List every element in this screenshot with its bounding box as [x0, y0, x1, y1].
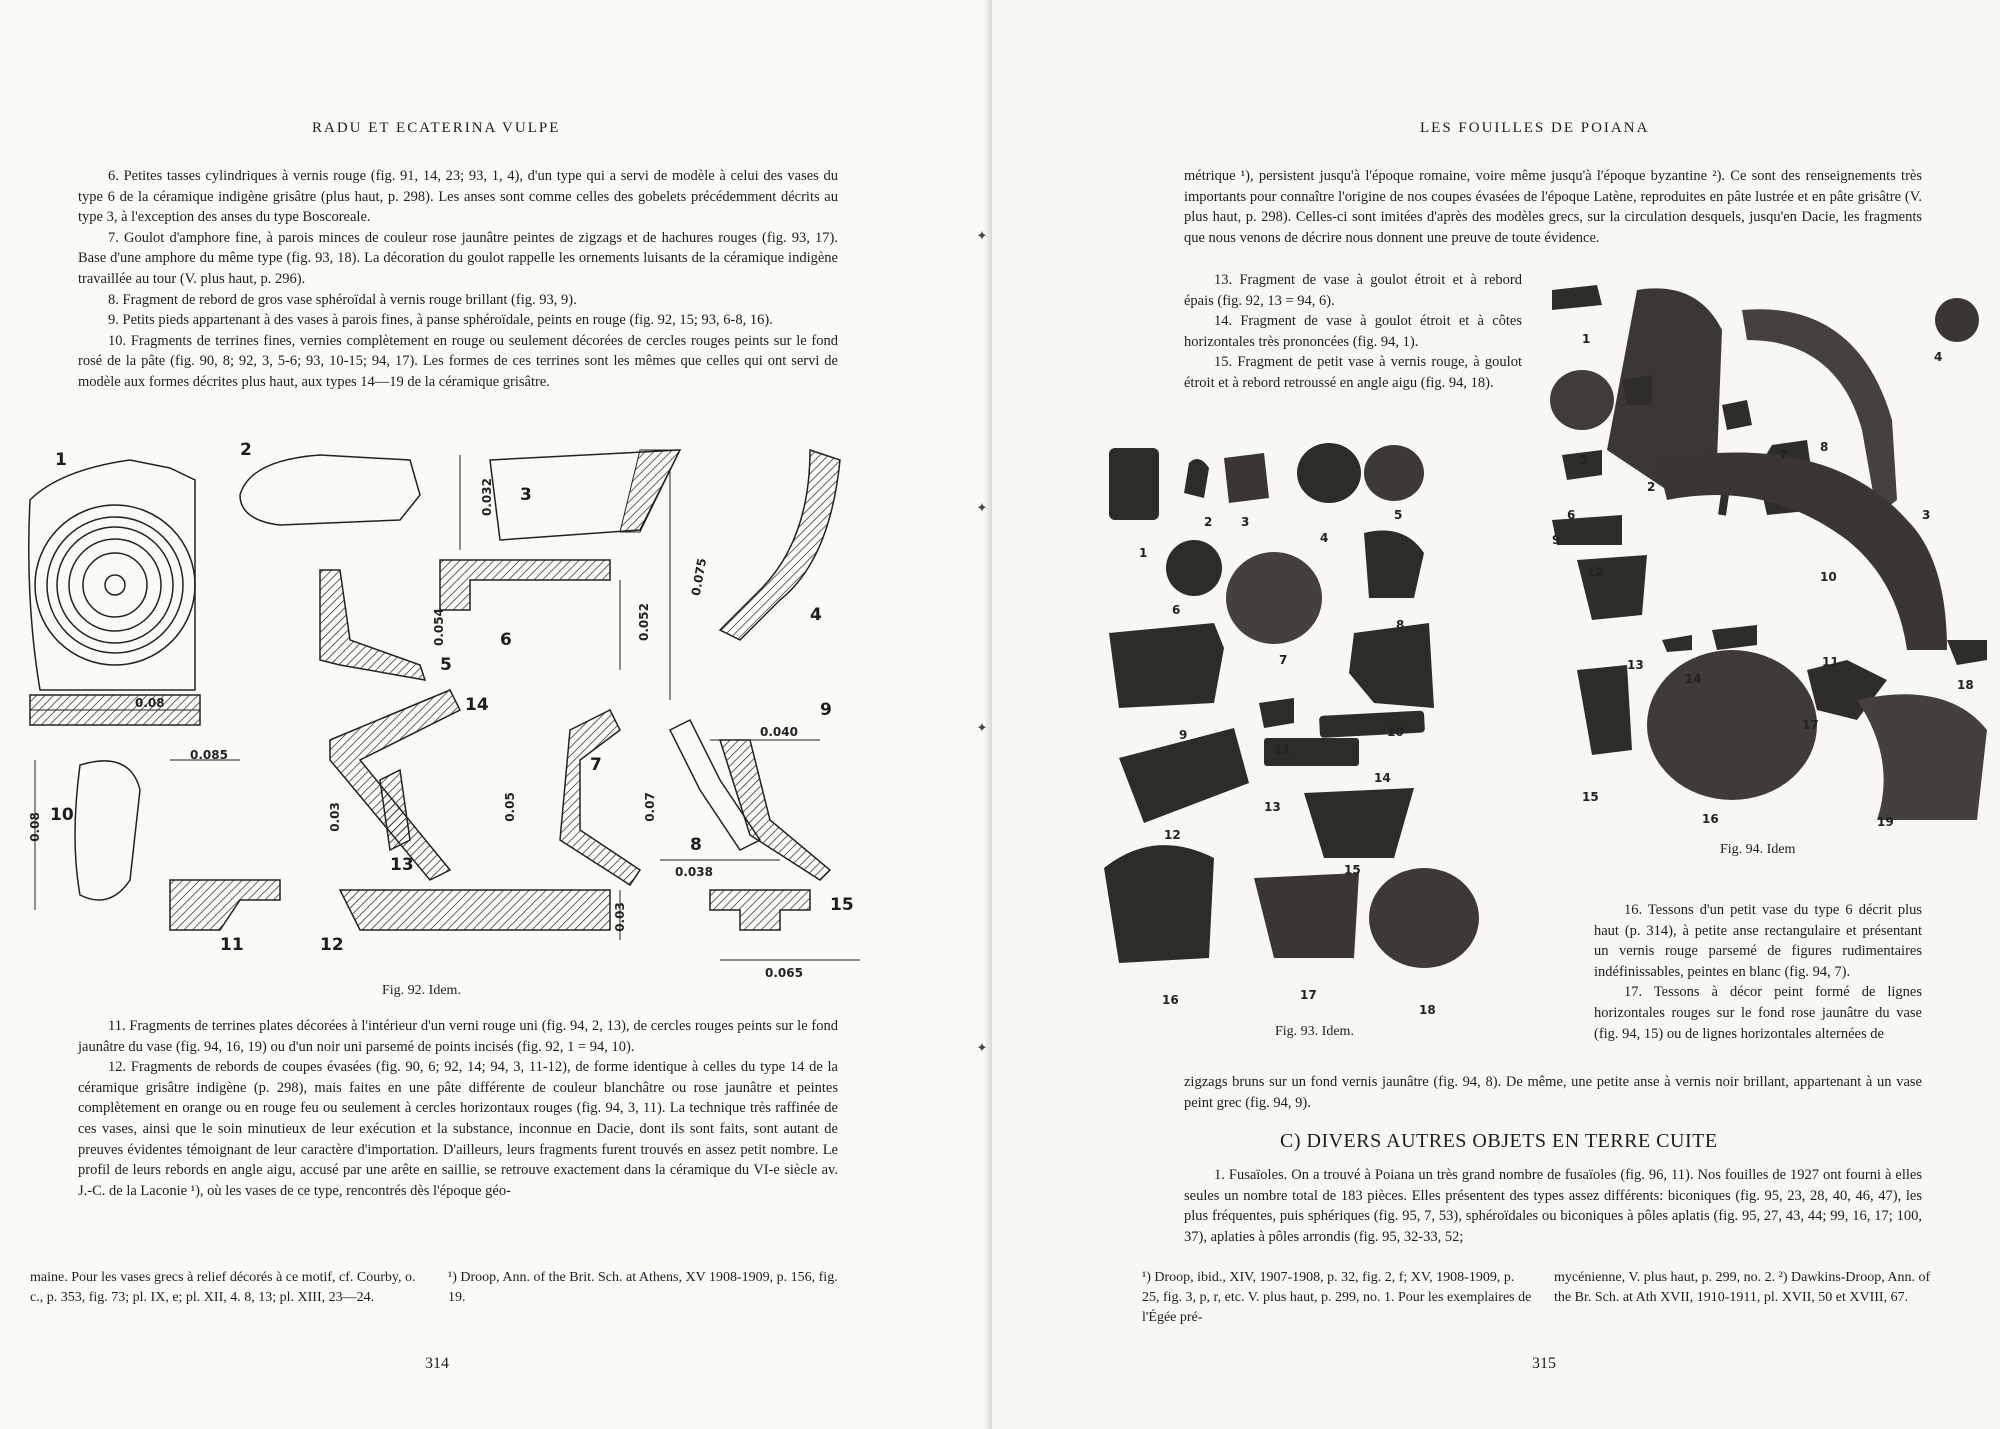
- dimension-label: 0.075: [688, 557, 710, 597]
- fig92-label: 7: [590, 755, 602, 775]
- fig94-label: 19: [1877, 815, 1894, 829]
- figure-92-drawing-canvas: [20, 440, 870, 980]
- paragraph: 13. Fragment de vase à goulot étroit et à rebord épais (fig. 92, 13 = 94, 6).: [1184, 272, 1522, 309]
- fig92-label: 5: [440, 655, 452, 675]
- paragraph: zigzags bruns sur un fond vernis jaunâtre (fig. 94, 8). De même, une petite anse à vernis noir brillant, appartenant à un vase peint grec (fig. 94, 9).: [1184, 1074, 1922, 1111]
- dimension-label: 0.08: [27, 812, 42, 842]
- fig92-label: 15: [830, 895, 854, 915]
- fig94-label: 1: [1582, 332, 1591, 346]
- text-block-bottom-left: [78, 1016, 838, 1201]
- footnote-right-1: ¹) Droop, ibid., XIV, 1907-1908, p. 32, fig. 2, f; XV, 1908-1909, p. 25, fig. 3, p, r, etc. V. plus haut, p. 299, no. 1. Pour les exemplaires de l'Égée pré-: [1142, 1270, 1532, 1325]
- fig93-label: 7: [1279, 653, 1288, 667]
- section-heading: C) DIVERS AUTRES OBJETS EN TERRE CUITE: [1280, 1130, 1718, 1152]
- fig94-label: 11: [1822, 655, 1839, 669]
- fig94-label: 18: [1957, 678, 1974, 692]
- fig92-label: 12: [320, 935, 344, 955]
- footnote-right-2: mycénienne, V. plus haut, p. 299, no. 2. ²) Dawkins-Droop, Ann. of the Br. Sch. at Ath XVII, 1910-1911, pl. XVII, 50 et XVIII, 67.: [1554, 1270, 1931, 1305]
- paragraph: 6. Petites tasses cylindriques à vernis rouge (fig. 91, 14, 23; 93, 1, 4), d'un type qui a servi de modèle à celui des vases du type 6 de la céramique indigène grisâtre (plus haut, p. 298). Les anses sont comme celles des gobelets précédemment décrits au type 3, à l'exception des anses du type Boscoreale.: [78, 168, 838, 226]
- binding-stitch-icon: ✦: [976, 720, 988, 735]
- fig92-label: 4: [810, 605, 822, 625]
- continuation-text: maine. Pour les vases grecs à relief décorés à ce motif, cf. Courby, o. c., p. 353, fig. 73; pl. IX, e; pl. XII, 4. 8, 13; pl. XIII, 23—24.: [30, 1270, 416, 1305]
- dimension-label: 0.03: [612, 902, 627, 932]
- text-block-fusaioles: [1184, 1165, 1922, 1247]
- dimension-label: 0.08: [135, 696, 165, 710]
- figure-94-photo-plate: [1547, 280, 1987, 840]
- binding-stitch-icon: ✦: [976, 1040, 988, 1055]
- text-block-continuation-right: [1184, 1072, 1922, 1113]
- fig92-label: 1: [55, 450, 67, 470]
- fig94-label: 2: [1647, 480, 1656, 494]
- paragraph: 1. Fusaïoles. On a trouvé à Poiana un très grand nombre de fusaïoles (fig. 96, 11). Nos fouilles de 1927 ont fourni à elles seules un nombre total de 183 pièces. Elles présentent des types assez différents: biconiques (fig. 95, 23, 28, 40, 46, 47), les plus fréquentes, puis sphériques (fig. 95, 7, 53), sphéroïdales ou biconiques à pôles aplatis (fig. 95, 27, 43, 44; 99, 16, 17; 100, 37), aplaties à pôles arrondis (fig. 95, 32-33, 52;: [1184, 1167, 1922, 1245]
- fig94-label: 13: [1627, 658, 1644, 672]
- fig92-label: 3: [520, 485, 532, 505]
- dimension-label: 0.052: [636, 603, 651, 641]
- paragraph: 11. Fragments de terrines plates décorées à l'intérieur d'un verni rouge uni (fig. 94, 2, 13), de cercles rouges peints sur le fond jaunâtre du vase (fig. 94, 16, 19) ou d'un noir uni parsemé de points incisés (fig. 92, 1 = 94, 10).: [78, 1018, 838, 1055]
- paragraph: 7. Goulot d'amphore fine, à parois minces de couleur rose jaunâtre peintes de zigzags et de hachures rouges (fig. 93, 17). Base d'une amphore du même type (fig. 93, 18). La décoration du goulot rappelle les ornements luisants de la céramique indigène travaillée au tour (V. plus haut, p. 296).: [78, 229, 838, 287]
- fig94-label: 5: [1579, 453, 1588, 467]
- right-page: [992, 0, 2000, 1429]
- fig94-label: 7: [1779, 448, 1788, 462]
- fig93-label: 17: [1300, 988, 1317, 1002]
- figure-92-caption: Fig. 92. Idem.: [382, 983, 461, 998]
- fig92-label: 2: [240, 440, 252, 460]
- drawing-2-fragment: [240, 455, 420, 525]
- dimension-label: 0.05: [502, 792, 517, 822]
- figure-94-caption: Fig. 94. Idem: [1720, 842, 1796, 857]
- fig94-label: 3: [1922, 508, 1931, 522]
- paragraph: 12. Fragments de rebords de coupes évasées (fig. 90, 6; 92, 14; 94, 3, 11-12), de forme identique à celles du type 14 de la céramique grisâtre indigène (p. 298), mais faites en une pâte différente de couleur blanchâtre ou rose jaunâtre et peintes complètement en orange ou en rouge feu ou seulement à cercles horizontaux rouges (fig. 94, 3, 11). La technique très raffinée de ces vases, ainsi que le soin minutieux de leur exécution et la substance, inconnue en Dacie, dont ils sont faits, sont autant de preuves évidentes témoignant de leur caractère d'importation. D'ailleurs, leurs fragments furent trouvés en assez petit nombre. Le profil de leurs rebords en angle aigu, accusé par une arête en saillie, se retrouve exactement dans la céramique du VI-e siècle av. J.-C. de la Laconie ¹), où les vases de ce type, rencontrés dès l'époque géo-: [78, 1059, 838, 1199]
- dimension-label: 0.03: [327, 802, 342, 832]
- fig93-label: 16: [1162, 993, 1179, 1007]
- binding-stitch-icon: ✦: [976, 500, 988, 515]
- paragraph: 15. Fragment de petit vase à vernis rouge, à goulot étroit et à rebord retroussé en angle aigu (fig. 94, 18).: [1184, 354, 1522, 391]
- fig93-label: 14: [1374, 771, 1391, 785]
- dimension-label: 0.054: [431, 608, 446, 646]
- fig93-label: 13: [1264, 800, 1281, 814]
- fig93-label: 1: [1139, 546, 1148, 560]
- drawing-11-base: [170, 880, 280, 930]
- figure-93-photo-plate: [1104, 438, 1534, 1018]
- fig93-label: 18: [1419, 1003, 1436, 1017]
- running-head-right: LES FOUILLES DE POIANA: [1420, 120, 1650, 136]
- fig94-label: 6: [1567, 508, 1576, 522]
- fig92-label: 9: [820, 700, 832, 720]
- drawing-9-profile: [720, 740, 830, 880]
- figure-93-photo: [1104, 438, 1534, 1018]
- items-16-17: [1594, 900, 1922, 1044]
- drawing-12-rim: [340, 890, 610, 930]
- figure-94-photo: [1547, 280, 1987, 840]
- fig93-label: 11: [1274, 743, 1291, 757]
- dimension-label: 0.085: [190, 748, 228, 762]
- paragraph: 9. Petits pieds appartenant à des vases à parois fines, à panse sphéroïdale, peints en rouge (fig. 92, 15; 93, 6-8, 16).: [108, 312, 773, 329]
- fig94-label: 9: [1552, 533, 1561, 547]
- dimension-label: 0.040: [760, 725, 798, 739]
- fig93-label: 10: [1387, 725, 1404, 739]
- dimension-label: 0.065: [765, 966, 803, 980]
- dimension-label: 0.07: [642, 792, 657, 822]
- figure-93-caption: Fig. 93. Idem.: [1275, 1024, 1354, 1039]
- fig93-label: 8: [1396, 618, 1405, 632]
- fig94-label: 4: [1934, 350, 1943, 364]
- fig93-label: 9: [1179, 728, 1188, 742]
- text-block-top-right: [1184, 166, 1922, 248]
- footnote-left: ¹) Droop, Ann. of the Brit. Sch. at Athens, XV 1908-1909, p. 156, fig. 19.: [448, 1270, 838, 1305]
- fig92-label: 11: [220, 935, 244, 955]
- fig94-label: 10: [1820, 570, 1837, 584]
- page-number-right: 315: [1532, 1355, 1556, 1372]
- binding-stitch-icon: ✦: [976, 228, 988, 243]
- fig94-label: 15: [1582, 790, 1599, 804]
- paragraph: 16. Tessons d'un petit vase du type 6 décrit plus haut (p. 314), à petite anse rectangulaire et présentant un vernis rouge parsemé de figures rudimentaires indéfinissables, peintes en blanc (fig. 94, 7).: [1594, 902, 1922, 980]
- dimension-label: 0.038: [675, 865, 713, 879]
- drawing-3-rim: [490, 450, 680, 540]
- drawing-6-profile: [440, 560, 610, 610]
- fig94-label: 14: [1685, 672, 1702, 686]
- fig93-label: 3: [1241, 515, 1250, 529]
- fig92-label: 8: [690, 835, 702, 855]
- fig93-label: 12: [1164, 828, 1181, 842]
- paragraph: 10. Fragments de terrines fines, vernies complètement en rouge ou seulement décorées de cercles rouges peints sur le fond rosé de la pâte (fig. 90, 8; 92, 3, 5-6; 93, 10-15; 94, 17). Les formes de ces terrines sont les mêmes que celles qui ont servi de modèle aux formes décrites plus haut, aux types 14—19 de la céramique grisâtre.: [78, 332, 838, 390]
- fig93-label: 6: [1172, 603, 1181, 617]
- paragraph: 8. Fragment de rebord de gros vase sphéroïdal à vernis rouge brillant (fig. 93, 9).: [108, 291, 577, 308]
- left-page: [0, 0, 992, 1429]
- paragraph: métrique ¹), persistent jusqu'à l'époque romaine, voire même jusqu'à l'époque byzantine ²). Ce sont des renseignements très importants pour connaître l'origine de nos coupes évasées de l'époque Latène, reproduites en pâte lustrée et en pâte grisâtre (V. plus haut, p. 298). Celles-ci sont imitées d'après des modèles grecs, sur la circulation desquels, jusqu'en Dacie, les fragments que nous venons de décrire nous donnent une preuve de toute évidence.: [1184, 168, 1922, 246]
- drawing-1-plate: [29, 460, 200, 725]
- drawing-15-foot: [710, 890, 810, 930]
- fig92-label: 14: [465, 695, 489, 715]
- page-number-left: 314: [425, 1355, 449, 1372]
- dimension-label: 0.032: [479, 478, 494, 516]
- drawing-10-handle: [75, 761, 140, 900]
- fig94-label: 12: [1587, 565, 1604, 579]
- fig93-label: 5: [1394, 508, 1403, 522]
- fig92-label: 13: [390, 855, 414, 875]
- drawing-4-profile: [720, 450, 840, 640]
- fig93-label: 15: [1344, 863, 1361, 877]
- figure-92-drawings: [20, 440, 870, 980]
- paragraph: 17. Tessons à décor peint formé de lignes horizontales rouges sur le fond rose jaunâtre du vase (fig. 94, 15) ou de lignes horizontales alternées de: [1594, 984, 1922, 1042]
- fig93-label: 4: [1320, 531, 1329, 545]
- drawing-7-profile: [560, 710, 640, 885]
- fig93-label: 2: [1204, 515, 1213, 529]
- drawing-5-profile: [320, 570, 425, 680]
- items-13-15: [1184, 270, 1522, 394]
- fig94-label: 16: [1702, 812, 1719, 826]
- fig94-label: 17: [1802, 718, 1819, 732]
- fig92-label: 10: [50, 805, 74, 825]
- text-block-top-left: [78, 166, 838, 393]
- running-head-left: RADU ET ECATERINA VULPE: [312, 120, 561, 136]
- paragraph: 14. Fragment de vase à goulot étroit et à côtes horizontales très prononcées (fig. 94, 1).: [1184, 313, 1522, 350]
- fig92-label: 6: [500, 630, 512, 650]
- fig94-label: 8: [1820, 440, 1829, 454]
